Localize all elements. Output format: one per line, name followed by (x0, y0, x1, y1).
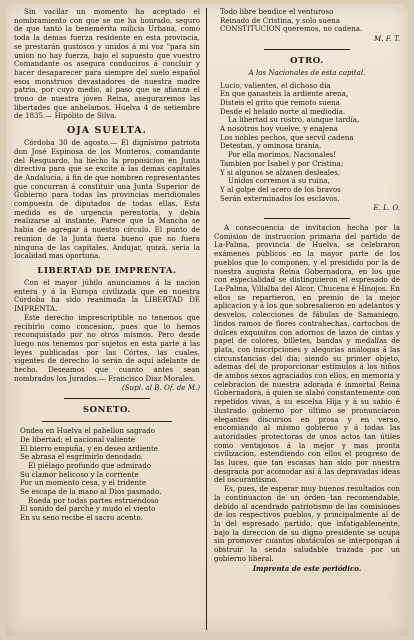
otro-line: Los nobles pechos, que servil cadena (220, 132, 354, 142)
otro-subheading: A los Nacionales de esta capital. (248, 67, 366, 77)
oja-suelta-heading: OJA SUELTA. (67, 125, 147, 137)
otro-line: Tambien por Isabel y por Cristina; (220, 158, 344, 168)
soneto-line: El bierro empuña, y en deseo ardiente (20, 443, 158, 453)
soneto-line: Se abrasa el esgrimirlo denodado. (20, 452, 144, 462)
left-column (14, 8, 200, 632)
otro-line: Disteis el grito que remoto suena (220, 97, 340, 107)
soneto-line: Por un momento cesa, y el tridente (20, 478, 147, 488)
soneto-line: El sonido del parche y mudo el viento (20, 504, 156, 514)
section-divider (264, 49, 350, 50)
soneto-line: Se escapa de la mano al Dios pasmado. (20, 487, 162, 497)
otro-line: A nosotros hoy vuelve, y enajena (220, 124, 338, 134)
soneto-signature: M. F. T. (373, 34, 400, 44)
otro-line: La libertad su rostro, aunque tardía, (228, 115, 360, 125)
soneto-line: Rueda por todas partes estruendoso (28, 495, 159, 505)
libertad-paragraph: Con el mayor júbilo anunciamos á la nacion entera y á la Europa civilizada que en nuestra Córdoba ha sido reanimada la LIBERTAD DE IMPRENTA. (14, 277, 200, 314)
column-rule (206, 8, 208, 630)
soneto-line: Ondea en Huelva el pabellon sagrado (20, 426, 156, 436)
right-column (214, 8, 400, 632)
libertad-signature: (Supl. al B. Of. de M.) (122, 383, 200, 393)
section-divider (42, 421, 172, 422)
soneto-heading: SONETO. (82, 405, 132, 416)
otro-line: Y al golpe del acero de los bravos (220, 184, 341, 194)
otro-line: Por ella morimos, Nacionales! (228, 150, 337, 160)
otro-line: En que ganasteis la ardiente arena, (220, 89, 349, 99)
libertad-paragraph: Este derecho imprescriptible no tenemos que recibirlo como concesion, pues que lo hemos reconquistado por no otros mismos. Pero desde luego nos tenemos por sujetos en esta parte á las leyes publicadas por las Córtes, las cuales, vigentes de derecho lo serán de aquí adelante de hecho. Deseamos que cuanto antes sean nombrados los Jurados.— Francisco Diaz Morales. (14, 312, 200, 383)
soneto-line: Todo libre bendice el venturoso (220, 8, 334, 16)
otro-line: Lucio, valientes, el dichoso dia (220, 80, 331, 90)
libertad-heading: LIBERTAD DE IMPRENTA. (37, 265, 177, 276)
soneto-line: CONSTITUCION queremos, no cadena. (220, 24, 363, 34)
otro-line: Y si algunos se alzasen desleales, (220, 167, 341, 177)
otro-heading: OTRO. (290, 55, 324, 66)
oja-paragraph: Córdoba 30 de agosto.— El dignísimo patriota don José Espinosa de los Monteros, comandante del Resguardo, ha hecho la proposicion en Junta directiva para que se excite á las demas capitales de Andalucía, á fin de que nombren representantes que concurran á constituir una Junta Superior de Gobierno para todas las provincias meridionales compuesta de diputados de todas ellas. Esta medida es de urgencia perentoria, y debia realizarse al instante. Parece que la Mancha se habia de agregar á nuestro círculo. El punto de reunion de la Junta fuera bueno que no fuera ninguna de las capitales. Andujar, quizá, seria la localidad mas oportuna. (14, 138, 200, 261)
otro-line: Desde el helado norte al mediodía. (220, 106, 346, 116)
intro-paragraph: Sin vacilar un momento ha aceptado el nombramiento con que se me ha honrado, seguro de que tanto la benemérita milicia Urbana, como toda la demas fuerza residente en esta provincia, se prestarán gustosos y unidos á mi voz "para sin union no hay fuerza, bajo el supuesto que vuestro Comandante os asegura conduciros á concluir y hacer desaparecer para siempre del suelo español esos monstruos devastadores de nuestra madre patria, por cuyo medio, al paso que se afianza el trono de nuestra jóven Reina, aseguraremos las libertades que anhelamos. Huelva 4 de setiembre de 1835.— Hipólito de Silva. (14, 8, 200, 121)
otro-line: Detestan, y ominosa tiranía. (220, 141, 322, 151)
prose-paragraph: Es, pues, de esperar muy buenos resultados con la continuacion de un órden tan recomendable, debido al acendrado patriotismo de las comisiones de los respectivos pueblos, y principalmente al de la del espresado partido, que infatigablemente, bajo la direccion de su digno presidente se ocupa sin promover cuantos obstáculos se interpongan á obstruir la senda saludable trazada por un gobierno liberal. (214, 484, 400, 563)
otro-line: Unidos corremos á su ruina, (228, 176, 330, 186)
soneto-line: Su clamor belicoso y la corriente (20, 469, 139, 479)
section-divider (264, 218, 350, 219)
prose-paragraph: A consecuencia de invitacion hecha por la Comision de instruccion primaria del partido de La-Palma, provincia de Huelva, se celebraron exámenes públicos en la mayor parte de los pueblos que lo componen, y el presidido por la de nuestra augusta Reina Gobernadora, en los que con especialidad se distinguieron el espresado de La-Palma, Villalba del Alcor, Chucena é Hinojos. En ellos se repartieron, en premio de la mejor aplicacion y á los que sobresalieron en adelantos y desvelos, colecciones de fábulas de Samaniego, lindos ramos de flores contrahechas, cartuchos de dulces exquisitos con adornos de lazos de cintas y papel de colores, billetes, bandas y medallas de plata, con inscripciones y alegorías análogas á las circunstancias del dia; siendo su primer objeto, ademas del de proporcionar estímulos á los niños de ambos sexos agraciados con ellos, en memoria y celebracion de nuestra adorada é inmortal Reina Gobernadora, á quien se alabó constantemente con repetidos vivas, á su escelsa Hija y á su sabio é ilustrado gobierno por último se pronunciaron elegantes discursos en prosa y en verso, encomiando al mismo gobierno y á todas las autoridades protectoras de unos actos tan útiles como ventajosos á la mejor y mas pronta civilizacion, estendiendo con ellos el progreso de las luces, que tan escasas han sido por nuestra desgracia por acomodar así á las depravadas ideas del oscurantismo. (214, 223, 400, 485)
soneto-line: El piélago profundo que admirado (28, 460, 152, 470)
soneto-line: De libertad; el nacional valiente (20, 434, 136, 444)
imprint-line: Imprenta de este periódico. (252, 564, 362, 574)
section-divider (64, 398, 150, 399)
soneto-line: En su seno recibe el sacro acento. (20, 513, 143, 523)
newspaper-page (6, 4, 408, 636)
soneto-line: Reinado de Cristina, y solo suena (220, 15, 340, 25)
otro-line: Serán exterminados los esclavos. (220, 193, 340, 203)
otro-signature: E. L. O. (373, 203, 400, 213)
